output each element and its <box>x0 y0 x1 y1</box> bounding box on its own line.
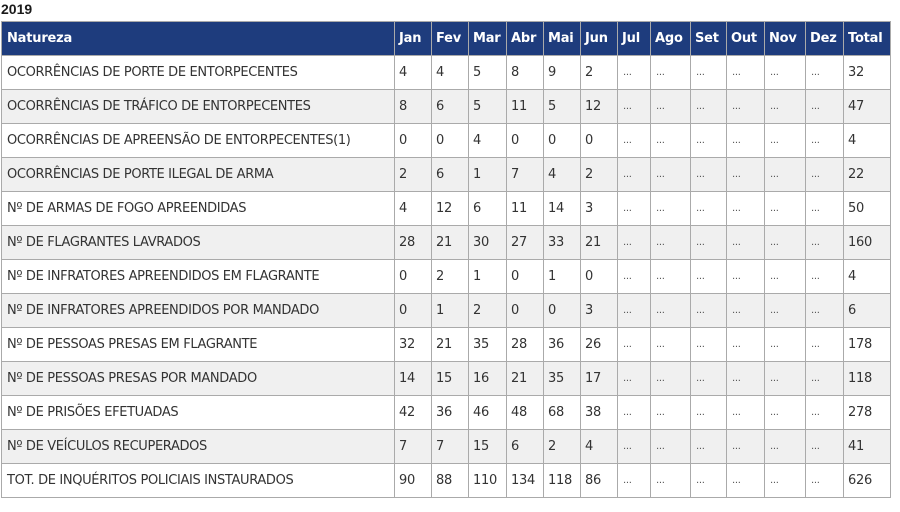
month-value-cell: ... <box>765 362 806 396</box>
month-value-cell: 90 <box>395 464 432 498</box>
month-value-cell: 4 <box>469 124 507 158</box>
month-value-cell: 2 <box>432 260 469 294</box>
month-value-cell: ... <box>691 464 727 498</box>
row-label: Nº DE INFRATORES APREENDIDOS POR MANDADO <box>2 294 395 328</box>
month-value-cell: 12 <box>581 90 618 124</box>
month-value-cell: ... <box>618 260 651 294</box>
month-value-cell: 5 <box>544 90 581 124</box>
month-value-cell: 35 <box>544 362 581 396</box>
month-value-cell: ... <box>618 192 651 226</box>
month-value-cell: ... <box>618 362 651 396</box>
month-value-cell: 11 <box>507 90 544 124</box>
month-value-cell: 28 <box>395 226 432 260</box>
table-row <box>2 192 891 226</box>
header-natureza: Natureza <box>2 22 395 56</box>
month-value-cell: ... <box>806 328 844 362</box>
table-row <box>2 90 891 124</box>
row-label: Nº DE PESSOAS PRESAS POR MANDADO <box>2 362 395 396</box>
month-value-cell: 86 <box>581 464 618 498</box>
month-value-cell: ... <box>806 192 844 226</box>
total-cell: 160 <box>844 226 891 260</box>
total-cell: 32 <box>844 56 891 90</box>
month-value-cell: ... <box>618 464 651 498</box>
month-value-cell: ... <box>727 464 765 498</box>
month-value-cell: ... <box>806 260 844 294</box>
header-total: Total <box>844 22 891 56</box>
table-row <box>2 430 891 464</box>
month-value-cell: ... <box>691 226 727 260</box>
header-out: Out <box>727 22 765 56</box>
month-value-cell: ... <box>806 226 844 260</box>
month-value-cell: ... <box>691 396 727 430</box>
month-value-cell: ... <box>651 464 691 498</box>
month-value-cell: 42 <box>395 396 432 430</box>
row-label: Nº DE PRISÕES EFETUADAS <box>2 396 395 430</box>
month-value-cell: 6 <box>432 90 469 124</box>
month-value-cell: 14 <box>544 192 581 226</box>
month-value-cell: 12 <box>432 192 469 226</box>
month-value-cell: ... <box>651 430 691 464</box>
month-value-cell: 32 <box>395 328 432 362</box>
row-label: OCORRÊNCIAS DE TRÁFICO DE ENTORPECENTES <box>2 90 395 124</box>
month-value-cell: 6 <box>469 192 507 226</box>
month-value-cell: ... <box>765 192 806 226</box>
table-row <box>2 226 891 260</box>
month-value-cell: 9 <box>544 56 581 90</box>
total-cell: 50 <box>844 192 891 226</box>
month-value-cell: ... <box>691 158 727 192</box>
month-value-cell: ... <box>765 396 806 430</box>
total-cell: 4 <box>844 260 891 294</box>
total-cell: 118 <box>844 362 891 396</box>
month-value-cell: 6 <box>507 430 544 464</box>
month-value-cell: 8 <box>507 56 544 90</box>
month-value-cell: 1 <box>432 294 469 328</box>
month-value-cell: ... <box>618 430 651 464</box>
month-value-cell: ... <box>651 226 691 260</box>
month-value-cell: 36 <box>544 328 581 362</box>
month-value-cell: ... <box>806 158 844 192</box>
month-value-cell: 8 <box>395 90 432 124</box>
table-row <box>2 362 891 396</box>
month-value-cell: 0 <box>432 124 469 158</box>
statistics-table <box>1 21 891 498</box>
month-value-cell: 4 <box>395 56 432 90</box>
month-value-cell: 7 <box>395 430 432 464</box>
month-value-cell: ... <box>691 362 727 396</box>
month-value-cell: ... <box>806 56 844 90</box>
month-value-cell: 17 <box>581 362 618 396</box>
month-value-cell: ... <box>618 294 651 328</box>
month-value-cell: 68 <box>544 396 581 430</box>
month-value-cell: ... <box>618 56 651 90</box>
month-value-cell: ... <box>618 328 651 362</box>
table-row <box>2 158 891 192</box>
month-value-cell: ... <box>691 124 727 158</box>
month-value-cell: 1 <box>469 158 507 192</box>
month-value-cell: ... <box>727 396 765 430</box>
month-value-cell: ... <box>691 192 727 226</box>
table-body <box>2 56 891 498</box>
month-value-cell: ... <box>618 158 651 192</box>
month-value-cell: ... <box>651 260 691 294</box>
month-value-cell: 21 <box>432 226 469 260</box>
month-value-cell: ... <box>618 226 651 260</box>
month-value-cell: 4 <box>395 192 432 226</box>
month-value-cell: 4 <box>432 56 469 90</box>
month-value-cell: 0 <box>544 294 581 328</box>
month-value-cell: 110 <box>469 464 507 498</box>
row-label: Nº DE PESSOAS PRESAS EM FLAGRANTE <box>2 328 395 362</box>
month-value-cell: ... <box>806 90 844 124</box>
month-value-cell: 7 <box>507 158 544 192</box>
month-value-cell: ... <box>806 396 844 430</box>
month-value-cell: ... <box>727 226 765 260</box>
header-jul: Jul <box>618 22 651 56</box>
month-value-cell: 36 <box>432 396 469 430</box>
month-value-cell: 2 <box>395 158 432 192</box>
month-value-cell: 21 <box>432 328 469 362</box>
month-value-cell: ... <box>651 124 691 158</box>
total-cell: 47 <box>844 90 891 124</box>
month-value-cell: ... <box>727 294 765 328</box>
header-ago: Ago <box>651 22 691 56</box>
month-value-cell: 0 <box>507 294 544 328</box>
month-value-cell: 88 <box>432 464 469 498</box>
row-label: OCORRÊNCIAS DE PORTE ILEGAL DE ARMA <box>2 158 395 192</box>
row-label: OCORRÊNCIAS DE APREENSÃO DE ENTORPECENTES(1) <box>2 124 395 158</box>
table-row <box>2 124 891 158</box>
month-value-cell: ... <box>651 56 691 90</box>
month-value-cell: 5 <box>469 56 507 90</box>
month-value-cell: 2 <box>469 294 507 328</box>
month-value-cell: 3 <box>581 192 618 226</box>
month-value-cell: ... <box>727 90 765 124</box>
month-value-cell: ... <box>727 430 765 464</box>
month-value-cell: ... <box>651 90 691 124</box>
month-value-cell: ... <box>651 396 691 430</box>
month-value-cell: 2 <box>581 158 618 192</box>
month-value-cell: ... <box>651 328 691 362</box>
total-cell: 41 <box>844 430 891 464</box>
total-cell: 6 <box>844 294 891 328</box>
year-heading: 2019 <box>1 1 33 17</box>
month-value-cell: 28 <box>507 328 544 362</box>
month-value-cell: 30 <box>469 226 507 260</box>
month-value-cell: 21 <box>581 226 618 260</box>
month-value-cell: ... <box>651 158 691 192</box>
total-cell: 178 <box>844 328 891 362</box>
month-value-cell: ... <box>651 192 691 226</box>
month-value-cell: ... <box>691 90 727 124</box>
month-value-cell: ... <box>691 294 727 328</box>
month-value-cell: ... <box>806 430 844 464</box>
month-value-cell: ... <box>618 396 651 430</box>
row-label: Nº DE VEÍCULOS RECUPERADOS <box>2 430 395 464</box>
header-row <box>2 22 891 56</box>
month-value-cell: 4 <box>544 158 581 192</box>
month-value-cell: ... <box>651 362 691 396</box>
table-row <box>2 294 891 328</box>
month-value-cell: ... <box>765 260 806 294</box>
table-row <box>2 396 891 430</box>
header-mar: Mar <box>469 22 507 56</box>
month-value-cell: ... <box>691 430 727 464</box>
month-value-cell: 0 <box>581 260 618 294</box>
month-value-cell: ... <box>727 260 765 294</box>
row-label: Nº DE INFRATORES APREENDIDOS EM FLAGRANTE <box>2 260 395 294</box>
month-value-cell: 0 <box>507 124 544 158</box>
month-value-cell: 1 <box>469 260 507 294</box>
total-cell: 278 <box>844 396 891 430</box>
month-value-cell: 0 <box>544 124 581 158</box>
month-value-cell: 134 <box>507 464 544 498</box>
month-value-cell: 0 <box>581 124 618 158</box>
month-value-cell: ... <box>765 328 806 362</box>
month-value-cell: ... <box>765 464 806 498</box>
month-value-cell: ... <box>765 430 806 464</box>
month-value-cell: 118 <box>544 464 581 498</box>
month-value-cell: ... <box>765 158 806 192</box>
table-row <box>2 260 891 294</box>
header-fev: Fev <box>432 22 469 56</box>
month-value-cell: ... <box>618 124 651 158</box>
total-cell: 626 <box>844 464 891 498</box>
month-value-cell: 0 <box>395 124 432 158</box>
month-value-cell: ... <box>806 124 844 158</box>
month-value-cell: 27 <box>507 226 544 260</box>
month-value-cell: 2 <box>544 430 581 464</box>
month-value-cell: 35 <box>469 328 507 362</box>
month-value-cell: 21 <box>507 362 544 396</box>
month-value-cell: ... <box>691 260 727 294</box>
month-value-cell: ... <box>806 362 844 396</box>
row-label: OCORRÊNCIAS DE PORTE DE ENTORPECENTES <box>2 56 395 90</box>
header-jun: Jun <box>581 22 618 56</box>
month-value-cell: ... <box>765 90 806 124</box>
month-value-cell: 48 <box>507 396 544 430</box>
total-cell: 22 <box>844 158 891 192</box>
table-row <box>2 464 891 498</box>
table-row <box>2 328 891 362</box>
month-value-cell: ... <box>765 294 806 328</box>
month-value-cell: ... <box>618 90 651 124</box>
month-value-cell: 6 <box>432 158 469 192</box>
month-value-cell: 38 <box>581 396 618 430</box>
row-label: Nº DE ARMAS DE FOGO APREENDIDAS <box>2 192 395 226</box>
month-value-cell: 15 <box>469 430 507 464</box>
month-value-cell: 26 <box>581 328 618 362</box>
month-value-cell: ... <box>765 56 806 90</box>
month-value-cell: ... <box>727 362 765 396</box>
month-value-cell: ... <box>727 328 765 362</box>
month-value-cell: 46 <box>469 396 507 430</box>
header-nov: Nov <box>765 22 806 56</box>
month-value-cell: ... <box>727 56 765 90</box>
month-value-cell: ... <box>806 464 844 498</box>
row-label: TOT. DE INQUÉRITOS POLICIAIS INSTAURADOS <box>2 464 395 498</box>
header-dez: Dez <box>806 22 844 56</box>
month-value-cell: ... <box>765 124 806 158</box>
month-value-cell: 14 <box>395 362 432 396</box>
month-value-cell: ... <box>727 192 765 226</box>
row-label: Nº DE FLAGRANTES LAVRADOS <box>2 226 395 260</box>
month-value-cell: 2 <box>581 56 618 90</box>
month-value-cell: 0 <box>507 260 544 294</box>
total-cell: 4 <box>844 124 891 158</box>
month-value-cell: 16 <box>469 362 507 396</box>
month-value-cell: ... <box>691 56 727 90</box>
header-jan: Jan <box>395 22 432 56</box>
table-row <box>2 56 891 90</box>
month-value-cell: 0 <box>395 260 432 294</box>
header-set: Set <box>691 22 727 56</box>
month-value-cell: 0 <box>395 294 432 328</box>
month-value-cell: ... <box>765 226 806 260</box>
month-value-cell: ... <box>691 328 727 362</box>
month-value-cell: 1 <box>544 260 581 294</box>
month-value-cell: 5 <box>469 90 507 124</box>
month-value-cell: 3 <box>581 294 618 328</box>
month-value-cell: ... <box>727 158 765 192</box>
month-value-cell: ... <box>806 294 844 328</box>
month-value-cell: 11 <box>507 192 544 226</box>
month-value-cell: 15 <box>432 362 469 396</box>
month-value-cell: ... <box>651 294 691 328</box>
month-value-cell: ... <box>727 124 765 158</box>
month-value-cell: 4 <box>581 430 618 464</box>
month-value-cell: 33 <box>544 226 581 260</box>
header-abr: Abr <box>507 22 544 56</box>
month-value-cell: 7 <box>432 430 469 464</box>
header-mai: Mai <box>544 22 581 56</box>
